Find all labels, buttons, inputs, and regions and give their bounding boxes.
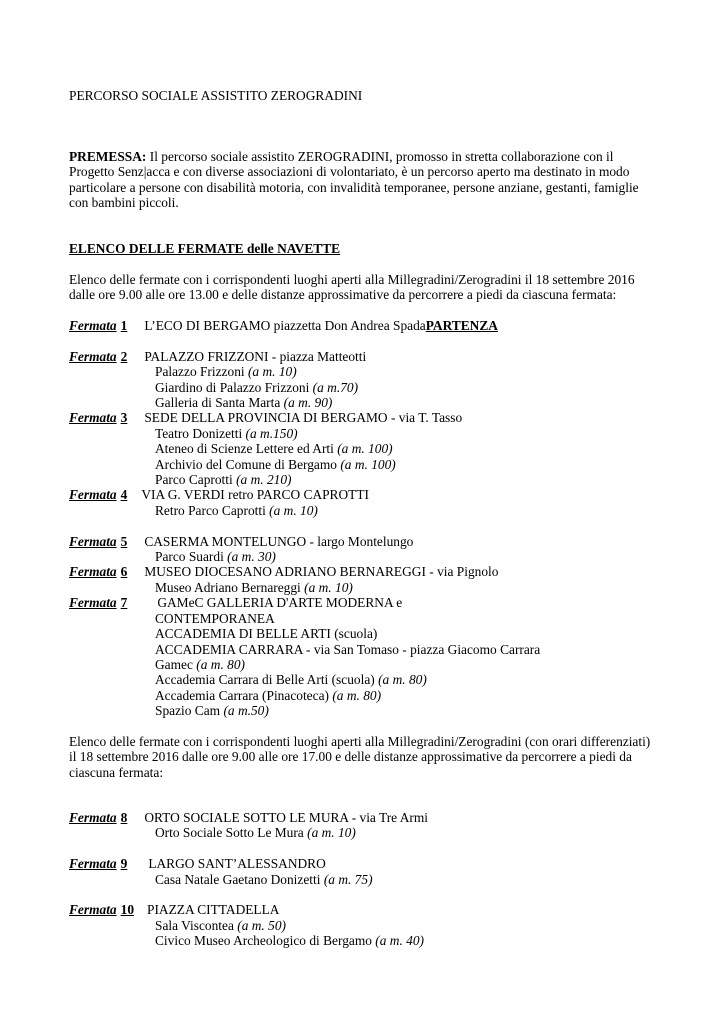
place-distance: (a m.50) [223, 703, 269, 719]
place-line [155, 657, 669, 672]
stop-places [155, 611, 669, 719]
stop-heading [69, 410, 669, 425]
fermata-number: 10 [120, 902, 135, 918]
stop-entry [69, 856, 669, 887]
place-line [155, 395, 669, 410]
stop-places [155, 503, 669, 518]
fermata-label [69, 534, 127, 549]
intro-paragraph-morning [69, 272, 669, 303]
stop-name: L’ECO DI BERGAMO piazzetta Don Andrea Spada [144, 318, 426, 333]
place-distance: (a m. 80) [332, 687, 382, 703]
fermata-number: 6 [120, 564, 128, 580]
premessa-line: Il percorso sociale assistito ZEROGRADINI, promosso in stretta collaborazione con il [146, 149, 614, 164]
stop-heading [69, 856, 669, 871]
place-distance: (a m. 210) [236, 472, 292, 488]
place-name: Ateneo di Scienze Lettere ed Arti [155, 441, 338, 457]
place-name: Museo Adriano Bernareggi [155, 579, 305, 595]
place-line [155, 626, 669, 641]
stop-name: ORTO SOCIALE SOTTO LE MURA - via Tre Armi [144, 810, 428, 825]
fermata-word: Fermata [69, 348, 117, 364]
place-distance: (a m. 100) [337, 441, 393, 457]
place-distance: (a m. 40) [375, 933, 425, 949]
stop-entry [69, 534, 669, 565]
place-name: Civico Museo Archeologico di Bergamo [155, 933, 376, 949]
fermata-word: Fermata [69, 595, 117, 611]
fermata-number: 2 [120, 348, 128, 364]
place-name: Giardino di Palazzo Frizzoni [155, 379, 313, 395]
premessa-line: Progetto Senz|acca e con diverse associazioni di volontariato, è un percorso aperto ma destinato in modo [69, 164, 630, 180]
premessa-label: PREMESSA: [69, 149, 147, 164]
stop-places [155, 580, 669, 595]
stop-name: SEDE DELLA PROVINCIA DI BERGAMO - via T. Tasso [144, 410, 463, 426]
place-line [155, 549, 669, 564]
place-name: Accademia Carrara di Belle Arti (scuola) [155, 672, 379, 688]
stop-entry [69, 410, 669, 487]
place-line [155, 872, 669, 887]
place-distance: (a m. 90) [283, 395, 333, 411]
fermata-label [69, 318, 127, 333]
fermata-label [69, 349, 127, 364]
place-name: Sala Viscontea [155, 917, 238, 933]
intro-line: dalle ore 9.00 alle ore 13.00 e delle distanze approssimative da percorrere a piedi da ciascuna fermata: [69, 287, 617, 303]
fermata-word: Fermata [69, 318, 117, 333]
place-distance: (a m. 80) [196, 656, 245, 672]
fermata-word: Fermata [69, 533, 117, 549]
place-distance: (a m. 10) [269, 502, 318, 518]
fermata-label [69, 410, 127, 425]
departure-label: PARTENZA [425, 318, 498, 333]
fermata-word: Fermata [69, 856, 117, 872]
stop-name: GAMeC GALLERIA D'ARTE MODERNA e [157, 595, 403, 611]
stop-name: CASERMA MONTELUNGO - largo Montelungo [144, 533, 414, 549]
place-name: Orto Sociale Sotto Le Mura [155, 825, 308, 841]
place-distance: (a m. 10) [247, 364, 297, 380]
fermata-label [69, 810, 127, 825]
fermata-word: Fermata [69, 810, 117, 825]
stop-places [155, 426, 669, 488]
place-distance: (a m. 80) [378, 672, 427, 688]
place-line [155, 441, 669, 456]
fermata-word: Fermata [69, 487, 117, 503]
stop-entry [69, 349, 669, 411]
place-name: Teatro Donizetti [155, 425, 246, 441]
stop-list-afternoon [69, 810, 669, 949]
place-name: Retro Parco Caprotti [155, 502, 270, 518]
intro-paragraph-afternoon [69, 734, 669, 780]
place-line [155, 933, 669, 948]
place-distance: (a m. 10) [304, 579, 353, 595]
stop-entry [69, 318, 669, 333]
fermata-number: 4 [120, 487, 128, 503]
place-line [155, 825, 669, 840]
fermata-label [69, 902, 134, 917]
stop-places [155, 364, 669, 410]
place-line [155, 457, 669, 472]
stop-places [155, 549, 669, 564]
place-line [155, 380, 669, 395]
stop-list-morning [69, 318, 669, 719]
place-name: Gamec [155, 656, 197, 672]
place-line [155, 703, 669, 718]
place-name: CONTEMPORANEA [155, 610, 275, 626]
fermata-label [69, 487, 127, 502]
place-name: Parco Caprotti [155, 472, 237, 488]
place-line [155, 642, 669, 657]
place-name: Galleria di Santa Marta [155, 395, 284, 411]
stop-entry [69, 487, 669, 518]
place-line [155, 472, 669, 487]
place-name: Parco Suardi [155, 549, 228, 565]
intro-line: Elenco delle fermate con i corrispondenti luoghi aperti alla Millegradini/Zerogradini (con orari differenziati) [69, 734, 651, 749]
fermata-number: 1 [120, 318, 128, 333]
stop-name: VIA G. VERDI retro PARCO CAPROTTI [141, 487, 369, 503]
stop-places [155, 872, 669, 887]
stop-places [155, 825, 669, 840]
stop-heading [69, 534, 669, 549]
place-line [155, 672, 669, 687]
fermata-label [69, 856, 127, 871]
stop-entry [69, 564, 669, 595]
place-line [155, 580, 669, 595]
fermata-label [69, 595, 127, 610]
stop-places [155, 918, 669, 949]
place-distance: (a m.150) [245, 425, 298, 441]
place-line [155, 918, 669, 933]
place-line [155, 688, 669, 703]
stop-name: LARGO SANT’ALESSANDRO [148, 856, 326, 872]
place-distance: (a m. 100) [340, 456, 396, 472]
stop-heading [69, 564, 669, 579]
place-line [155, 364, 669, 379]
stop-heading [69, 902, 669, 917]
section-heading: ELENCO DELLE FERMATE delle NAVETTE [69, 241, 341, 256]
stop-name: MUSEO DIOCESANO ADRIANO BERNAREGGI - via Pignolo [144, 564, 499, 580]
place-distance: (a m. 10) [307, 825, 356, 841]
place-distance: (a m. 75) [323, 871, 373, 887]
place-line [155, 503, 669, 518]
fermata-number: 9 [120, 856, 128, 872]
stop-heading [69, 318, 669, 333]
place-name: Spazio Cam [155, 703, 224, 719]
fermata-word: Fermata [69, 564, 117, 580]
place-name: ACCADEMIA DI BELLE ARTI (scuola) [155, 626, 378, 642]
fermata-label [69, 564, 127, 579]
stop-entry [69, 902, 669, 948]
place-distance: (a m. 50) [237, 917, 286, 933]
fermata-word: Fermata [69, 902, 117, 918]
intro-line: il 18 settembre 2016 dalle ore 9.00 alle ore 17.00 e delle distanze approssimative da percorrere a piedi da [69, 749, 632, 765]
place-line [155, 611, 669, 626]
stop-name: PIAZZA CITTADELLA [147, 902, 280, 918]
intro-line: ciascuna fermata: [69, 764, 164, 780]
place-name: Archivio del Comune di Bergamo [155, 456, 341, 472]
fermata-number: 3 [120, 410, 128, 426]
fermata-number: 7 [120, 595, 128, 611]
premessa-paragraph [69, 149, 664, 211]
stop-heading [69, 349, 669, 364]
stop-heading [69, 487, 669, 502]
fermata-word: Fermata [69, 410, 117, 426]
fermata-number: 5 [120, 533, 128, 549]
place-distance: (a m.70) [312, 379, 359, 395]
place-name: Casa Natale Gaetano Donizetti [155, 871, 324, 887]
stop-entry [69, 810, 669, 841]
place-line [155, 426, 669, 441]
premessa-line: particolare a persone con disabilità motoria, con invalidità temporanee, persone anziane, gestanti, famiglie [69, 179, 639, 195]
stop-heading [69, 595, 669, 610]
stop-name: PALAZZO FRIZZONI - piazza Matteotti [144, 348, 367, 364]
intro-line: Elenco delle fermate con i corrispondenti luoghi aperti alla Millegradini/Zerogradini il 18 settembre 2016 [69, 272, 635, 287]
stop-entry [69, 595, 669, 718]
premessa-line: con bambini piccoli. [69, 195, 179, 211]
place-name: Palazzo Frizzoni [155, 364, 248, 380]
place-name: ACCADEMIA CARRARA - via San Tomaso - piazza Giacomo Carrara [155, 641, 541, 657]
place-name: Accademia Carrara (Pinacoteca) [155, 687, 333, 703]
place-distance: (a m. 30) [227, 549, 276, 565]
stop-heading [69, 810, 669, 825]
document-title: PERCORSO SOCIALE ASSISTITO ZEROGRADINI [69, 88, 363, 103]
fermata-number: 8 [120, 810, 128, 825]
